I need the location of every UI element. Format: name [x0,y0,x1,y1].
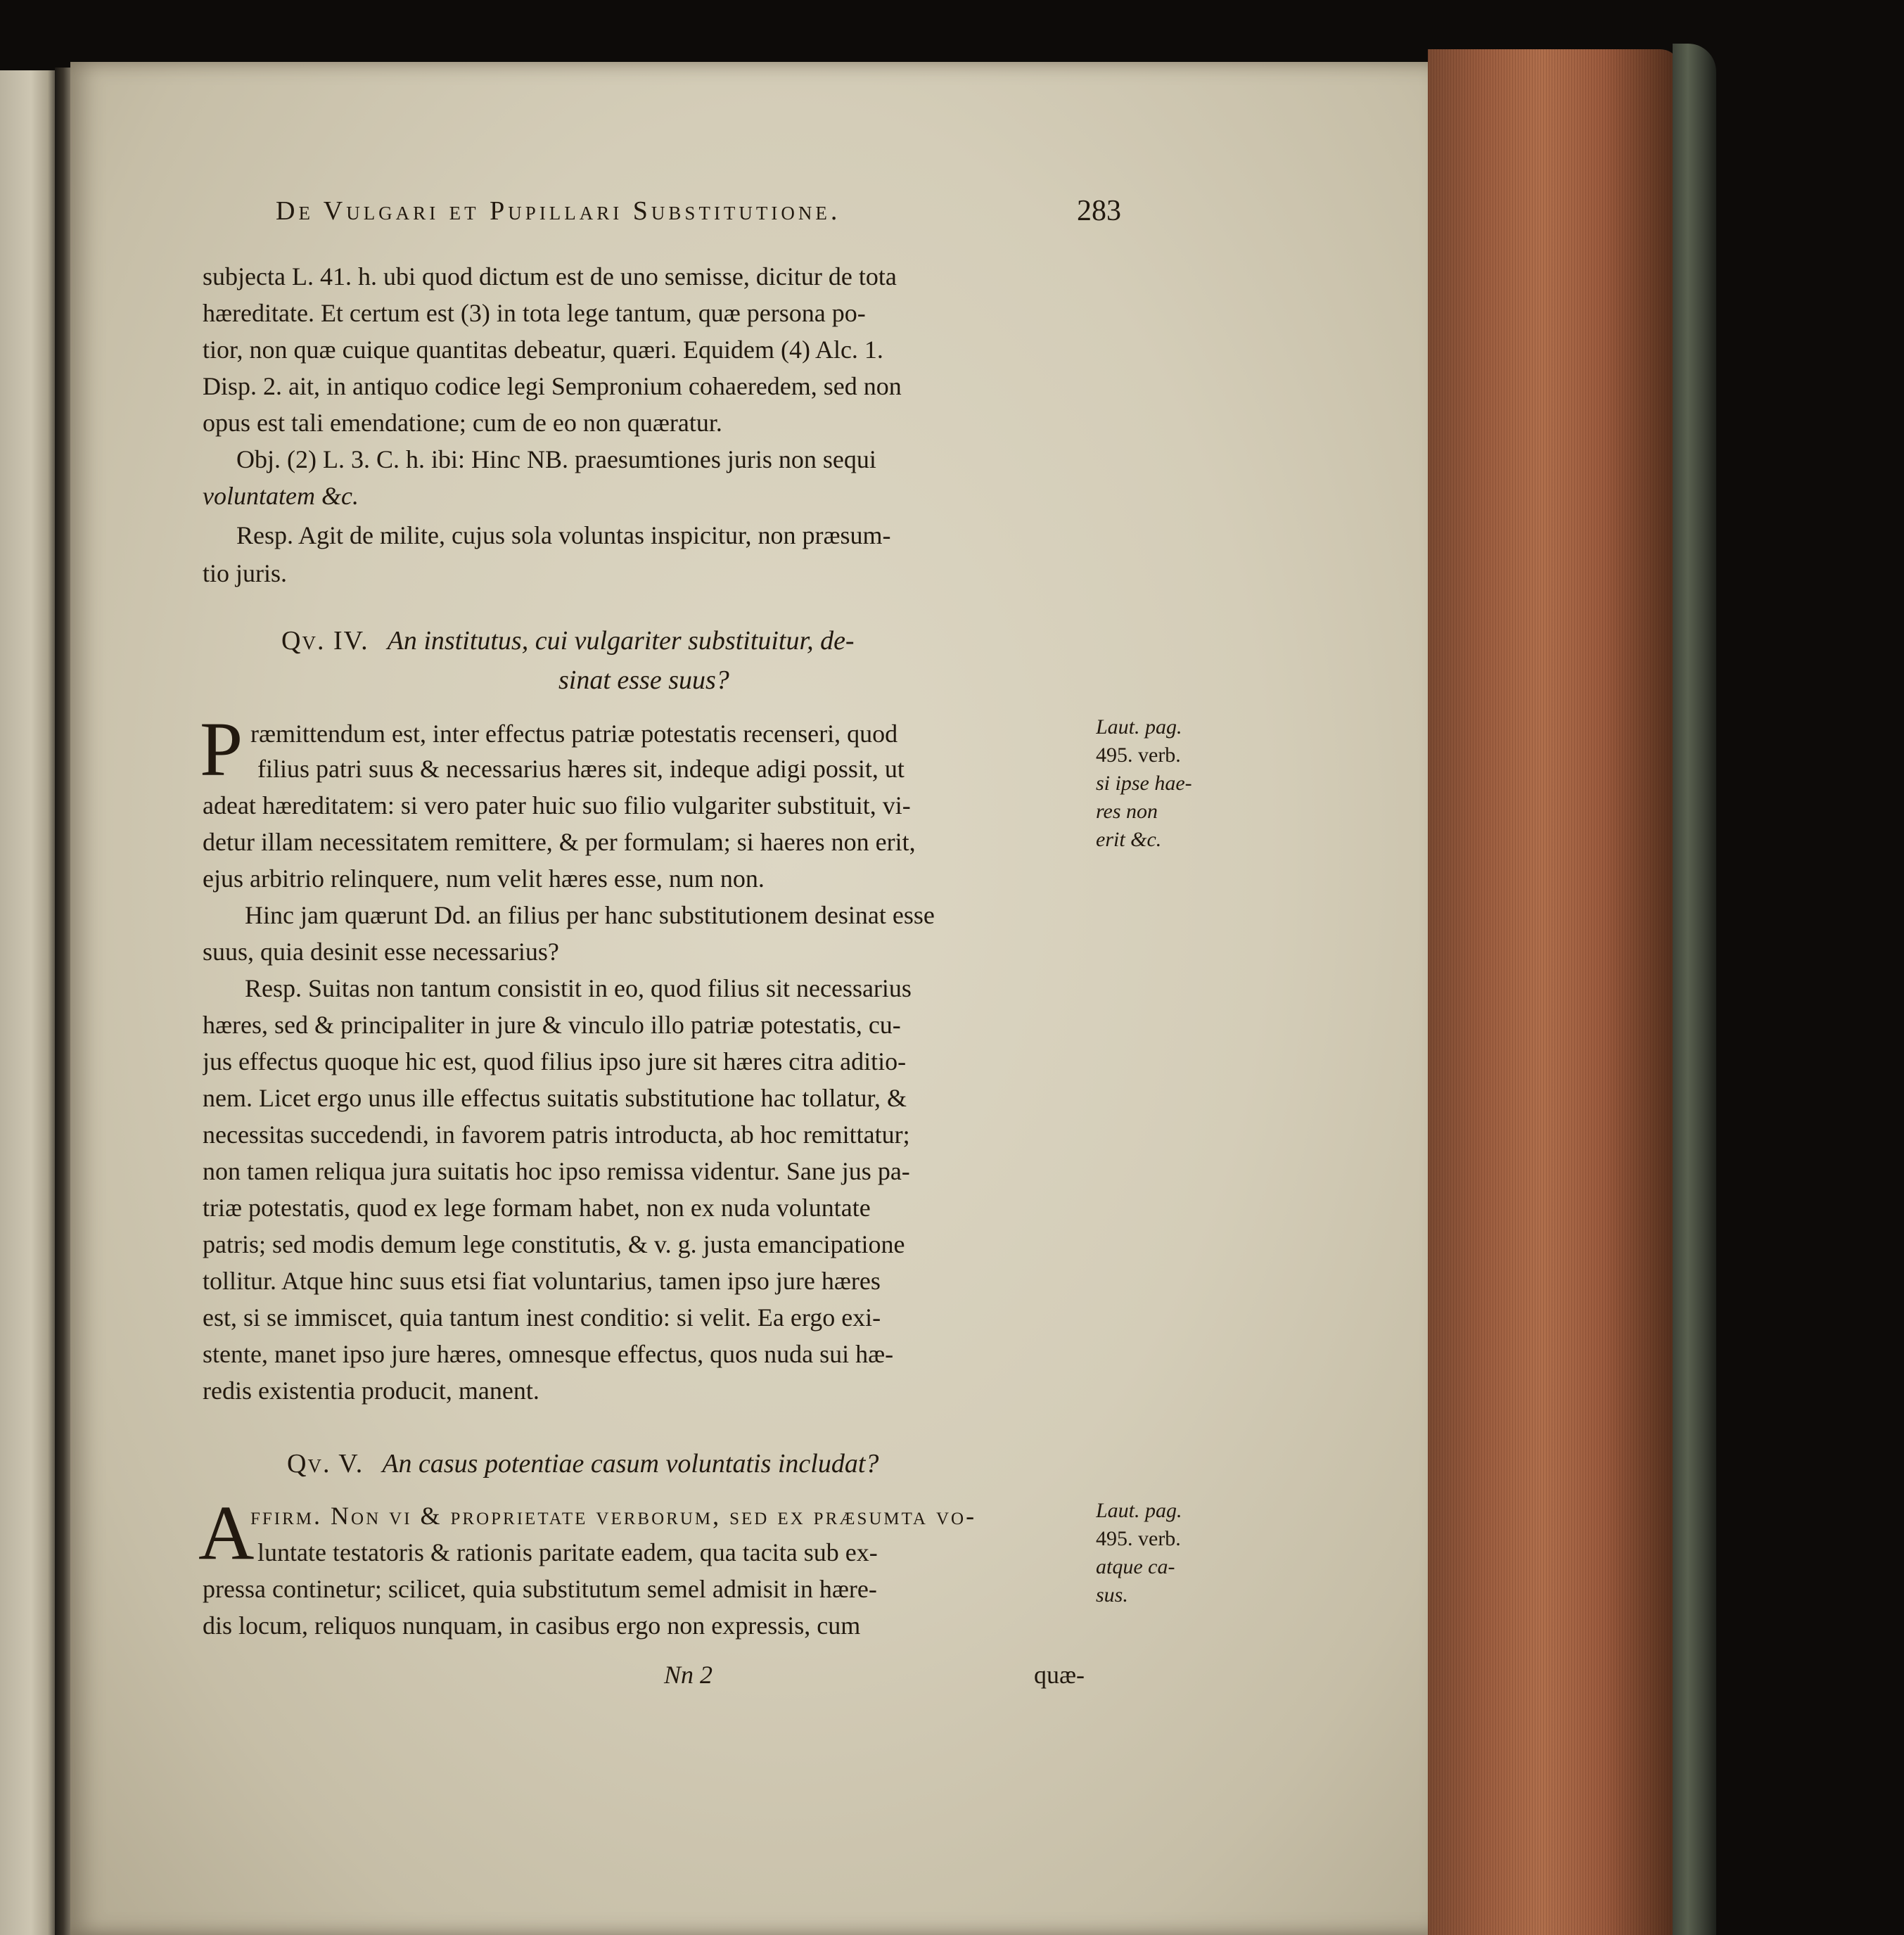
text-line: voluntatem &c. [203,482,359,510]
question-heading-4 [281,623,855,658]
text-line: est, si se immiscet, quia tantum inest conditio: si velit. Ea ergo exi- [203,1303,881,1331]
text-line: pressa continetur; scilicet, quia substitutum semel admisit in hære- [203,1575,877,1603]
running-head: De Vulgari et Pupillari Substitutione. [276,196,841,226]
question-heading-5 [287,1446,878,1481]
text-line: redis existentia producit, manent. [203,1377,539,1405]
margin-note-line: res non [1096,800,1158,823]
text-line: triæ potestatis, quod ex lege formam habet, non ex nuda voluntate [203,1194,871,1222]
text-line: tior, non quæ cuique quantitas debeatur, quæri. Equidem (4) Alc. 1. [203,336,883,364]
text-line: Obj. (2) L. 3. C. h. ibi: Hinc NB. praesumtiones juris non sequi [236,445,876,473]
text-line: stente, manet ipso jure hæres, omnesque effectus, quos nuda sui hæ- [203,1340,894,1368]
text-line: detur illam necessitatem remittere, & per formulam; si haeres non erit, [203,828,916,856]
question-title: An casus potentiae casum voluntatis includat? [382,1449,879,1479]
text-line: non tamen reliqua jura suitatis hoc ipso remissa videntur. Sane jus pa- [203,1157,910,1185]
text-line: tio juris. [203,559,288,587]
margin-note-line: si ipse hae- [1096,772,1192,795]
text-line: subjecta L. 41. h. ubi quod dictum est de uno semisse, dicitur de tota [203,262,897,290]
catchword: quæ- [1034,1661,1085,1689]
text-line: opus est tali emendatione; cum de eo non quæratur. [203,409,722,437]
text-line: suus, quia desinit esse necessarius? [203,938,559,966]
text-line: filius patri suus & necessarius hæres sit, indeque adigi possit, ut [257,755,905,783]
margin-note-line: atque ca- [1096,1555,1175,1578]
text-line: hæres, sed & principaliter in jure & vinculo illo patriæ potestatis, cu- [203,1011,901,1039]
page-number: 283 [1077,195,1121,227]
question-label: Qv. IV. [281,626,369,656]
text-line: adeat hæreditatem: si vero pater huic suo filio vulgariter substituit, vi- [203,791,911,819]
text-line: luntate testatoris & rationis paritate eadem, qua tacita sub ex- [257,1538,878,1566]
margin-note-line: Laut. pag. [1096,1499,1182,1522]
signature-mark: Nn 2 [664,1661,713,1689]
margin-note-line: Laut. pag. [1096,715,1182,739]
margin-note-line: sus. [1096,1583,1128,1607]
text-line: Resp. Agit de milite, cujus sola voluntas inspicitur, non præsum- [236,521,891,549]
text-line: ejus arbitrio relinquere, num velit hæres esse, num non. [203,864,765,893]
text-line: nem. Licet ergo unus ille effectus suitatis substitutione hac tollatur, & [203,1084,907,1112]
text-line: hæreditate. Et certum est (3) in tota lege tantum, quæ persona po- [203,299,866,327]
margin-note-line: 495. verb. [1096,1527,1181,1550]
resp-word: ffirm. Non vi & proprietate verborum, sed ex præsumta vo- [250,1502,977,1530]
text-line [250,1498,1094,1533]
text-line: patris; sed modis demum lege constitutis, & v. g. justa emancipatione [203,1230,905,1258]
text-line: necessitas succedendi, in favorem patris introducta, ab hoc remittatur; [203,1120,910,1149]
text-line: Resp. Suitas non tantum consistit in eo, quod filius sit necessarius [245,974,912,1002]
text-line: jus effectus quoque hic est, quod filius ipso jure sit hæres citra aditio- [203,1047,907,1075]
text-line: ræmittendum est, inter effectus patriæ potestatis recenseri, quod [250,720,898,748]
text-line: Disp. 2. ait, in antiquo codice legi Sempronium cohaeredem, sed non [203,372,902,400]
drop-cap: P [200,706,243,792]
question-label: Qv. V. [287,1449,364,1479]
question-title-cont: sinat esse suus? [558,665,729,695]
margin-note-line: 495. verb. [1096,743,1181,767]
question-title: An institutus, cui vulgariter substituitur, de- [387,626,855,656]
text-line: Hinc jam quærunt Dd. an filius per hanc substitutionem desinat esse [245,901,935,929]
text-line: tollitur. Atque hinc suus etsi fiat voluntarius, tamen ipso jure hæres [203,1267,881,1295]
drop-cap: A [198,1490,255,1576]
text-line: dis locum, reliquos nunquam, in casibus ergo non expressis, cum [203,1611,861,1640]
margin-note-line: erit &c. [1096,828,1162,851]
